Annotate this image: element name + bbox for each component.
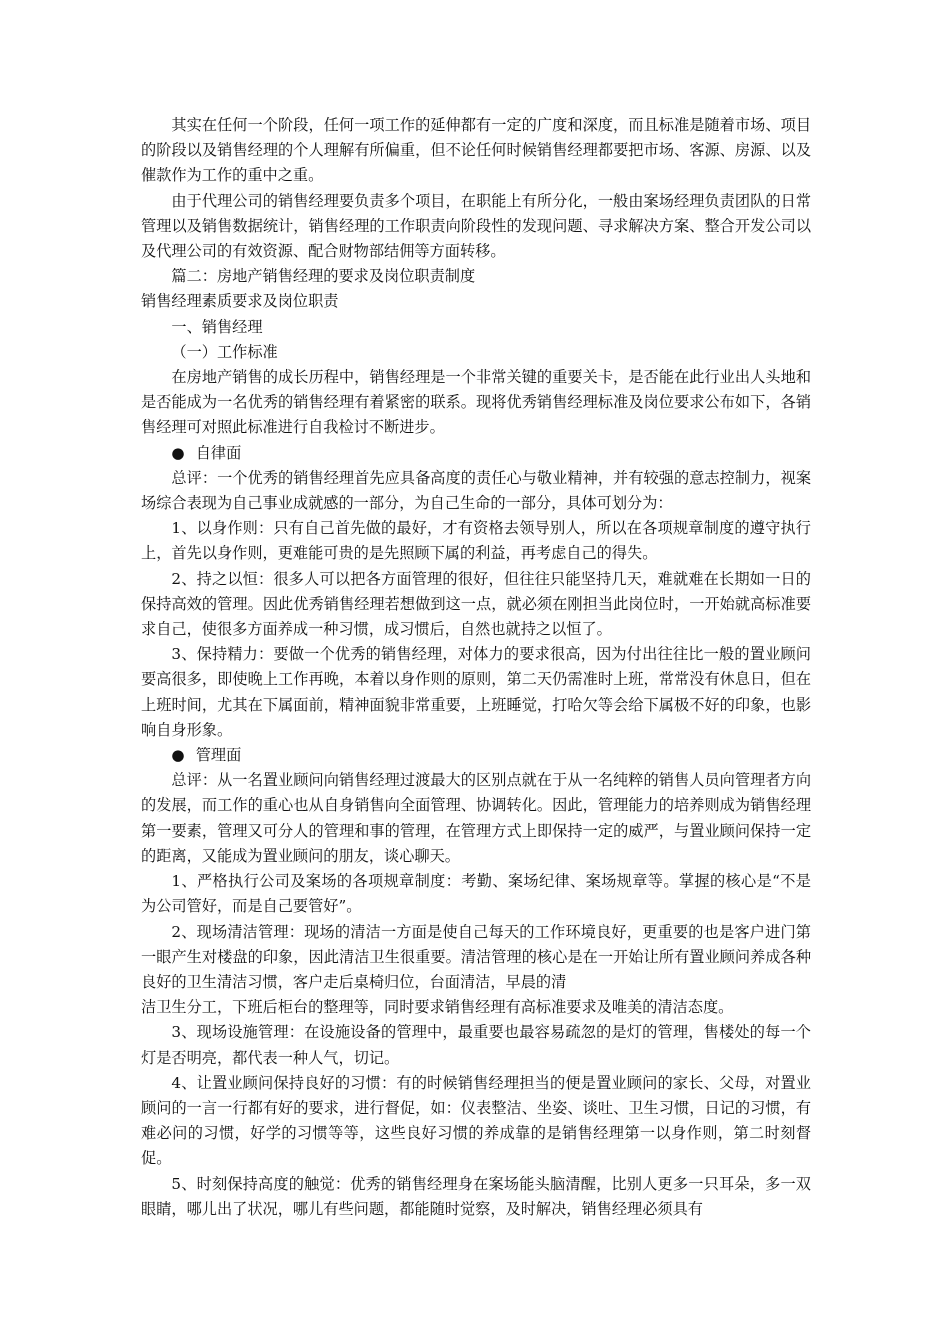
paragraph-item-1: 1、以身作则：只有自己首先做的最好，才有资格去领导别人，所以在各项规章制度的遵守执行上，首先以身作则，更难能可贵的是先照顾下属的利益，再考虑自己的得失。: [141, 519, 811, 563]
paragraph-mgmt-item-2-continued: 洁卫生分工，下班后柜台的整理等，同时要求销售经理有高标准要求及唯美的清洁态度。: [141, 998, 734, 1017]
bullet-heading-label: 管理面: [195, 746, 242, 765]
bullet-dot-icon: ●: [171, 443, 185, 462]
paragraph-item-2: 2、持之以恒：很多人可以把各方面管理的很好，但往往只能坚持几天，难就难在长期如一日的保持高效的管理。因此优秀销售经理若想做到这一点，就必须在刚担当此岗位时，一开始就高标准要求自己，使很多方面养成一种习惯，成习惯后，自然也就持之以恒了。: [141, 569, 811, 639]
section-heading-part-two: 篇二：房地产销售经理的要求及岗位职责制度: [171, 267, 476, 286]
bullet-heading-label: 自律面: [195, 443, 242, 462]
bullet-heading-self-discipline: [141, 441, 811, 466]
document-title: 销售经理素质要求及岗位职责: [141, 292, 339, 311]
document-page: [141, 113, 811, 1222]
paragraph-2: 由于代理公司的销售经理要负责多个项目，在职能上有所分化，一般由案场经理负责团队的日常管理以及销售数据统计，销售经理的工作职责向阶段性的发现问题、寻求解决方案、整合开发公司以及代理公司的有效资源、配合财物部结佣等方面转移。: [141, 191, 811, 261]
paragraph-mgmt-item-4: 4、让置业顾问保持良好的习惯：有的时候销售经理担当的便是置业顾问的家长、父母，对置业顾问的一言一行都有好的要求，进行督促，如：仪表整洁、坐姿、谈吐、卫生习惯，日记的习惯，有难必问的习惯，好学的习惯等等，这些良好习惯的养成靠的是销售经理第一以身作则，第二时刻督促。: [141, 1073, 811, 1168]
paragraph-summary-management: 总评：从一名置业顾问向销售经理过渡最大的区别点就在于从一名纯粹的销售人员向管理者方向的发展，而工作的重心也从自身销售向全面管理、协调转化。因此，管理能力的培养则成为销售经理第一要素，管理又可分人的管理和事的管理，在管理方式上即保持一定的威严，与置业顾问保持一定的距离，又能成为置业顾问的朋友，谈心聊天。: [141, 771, 811, 865]
paragraph-mgmt-item-5: 5、时刻保持高度的触觉：优秀的销售经理身在案场能头脑清醒，比别人更多一只耳朵，多一双眼睛，哪儿出了状况，哪儿有些问题，都能随时觉察，及时解决，销售经理必须具有: [141, 1174, 811, 1218]
paragraph-mgmt-item-1: 1、严格执行公司及案场的各项规章制度：考勤、案场纪律、案场规章等。掌握的核心是“不是为公司管好，而是自己要管好”。: [141, 872, 811, 916]
paragraph-mgmt-item-3: 3、现场设施管理：在设施设备的管理中，最重要也最容易疏忽的是灯的管理，售楼处的每一个灯是否明亮，都代表一种人气，切记。: [141, 1023, 811, 1067]
paragraph-item-3: 3、保持精力：要做一个优秀的销售经理，对体力的要求很高，因为付出往往比一般的置业顾问要高很多，即使晚上工作再晚，本着以身作则的原则，第二天仍需准时上班，常常没有休息日，但在上班时间，尤其在下属面前，精神面貌非常重要，上班睡觉，打哈欠等会给下属极不好的印象，也影响自身形象。: [141, 645, 811, 739]
bullet-heading-management: [141, 743, 811, 768]
bullet-dot-icon: ●: [171, 746, 185, 765]
paragraph-1: 其实在任何一个阶段，任何一项工作的延伸都有一定的广度和深度，而且标准是随着市场、项目的阶段以及销售经理的个人理解有所偏重，但不论任何时候销售经理都要把市场、客源、房源、以及催款作为工作的重中之重。: [141, 116, 811, 185]
heading-work-standards: （一）工作标准: [171, 342, 278, 361]
paragraph-summary-self-discipline: 总评：一个优秀的销售经理首先应具备高度的责任心与敬业精神，并有较强的意志控制力，视案场综合表现为自己事业成就感的一部分，为自己生命的一部分，具体可划分为：: [141, 468, 811, 513]
paragraph-mgmt-item-2: 2、现场清洁管理：现场的清洁一方面是使自己每天的工作环境良好，更重要的也是客户进门第一眼产生对楼盘的印象，因此清洁卫生很重要。清洁管理的核心是在一开始让所有置业顾问养成各种良好的卫生清洁习惯，客户走后桌椅归位，台面清洁，早晨的清: [141, 922, 811, 991]
paragraph-intro: 在房地产销售的成长历程中，销售经理是一个非常关键的重要关卡，是否能在此行业出人头地和是否能成为一名优秀的销售经理有着紧密的联系。现将优秀销售经理标准及岗位要求公布如下，各销售经理可对照此标准进行自我检讨不断进步。: [141, 368, 811, 437]
heading-sales-manager: 一、销售经理: [171, 317, 263, 336]
